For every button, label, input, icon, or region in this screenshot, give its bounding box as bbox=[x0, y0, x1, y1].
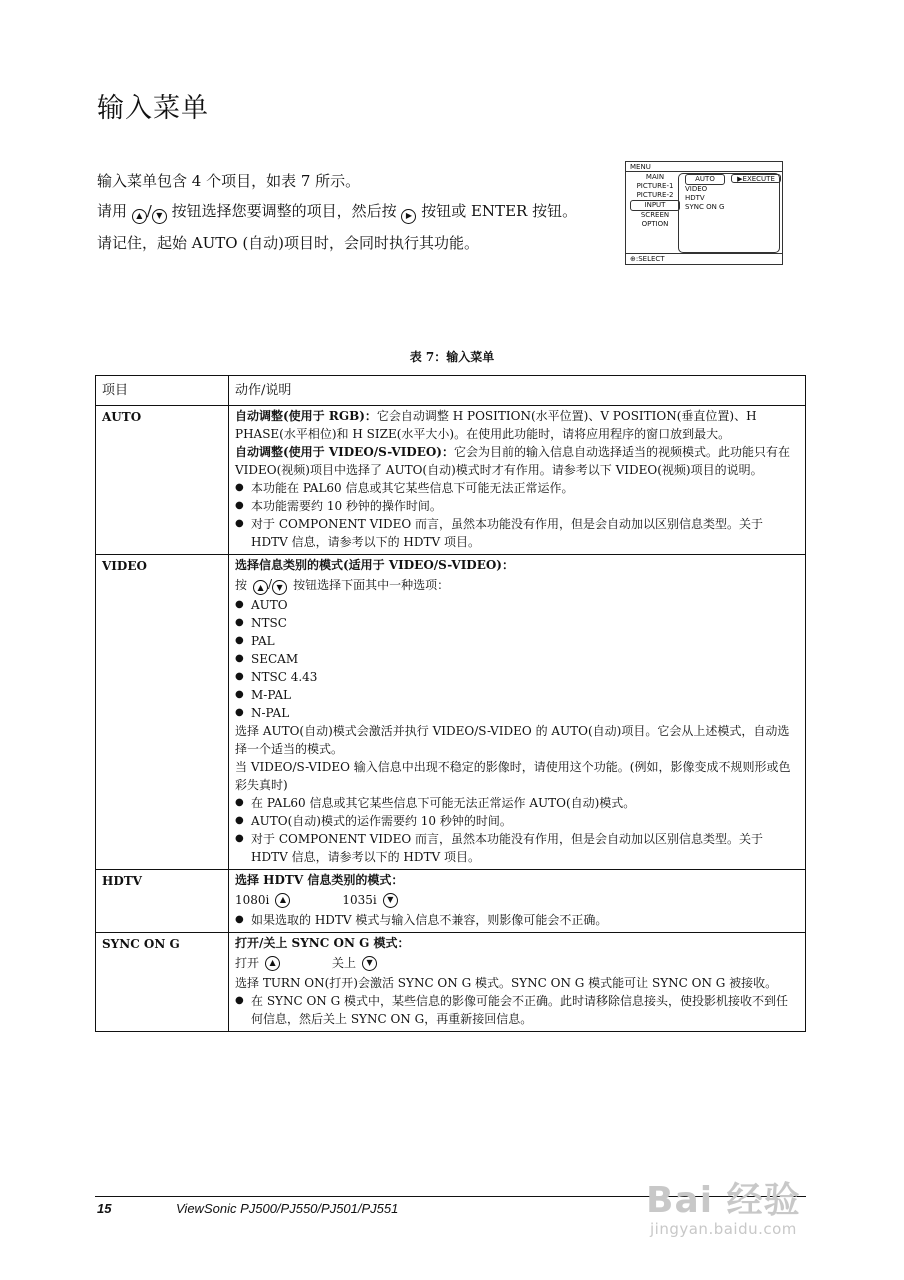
osd-item-option: OPTION bbox=[641, 220, 669, 228]
intro-p2-c: 按钮或 ENTER 按钮。 bbox=[421, 202, 578, 220]
sync-para: 选择 TURN ON(打开)会激活 SYNC ON G 模式。SYNC ON G 模式能可让 SYNC ON G 被接收。 bbox=[235, 976, 778, 990]
row-desc-hdtv bbox=[229, 870, 806, 933]
list-item: ● N-PAL bbox=[235, 704, 799, 722]
osd-submenu bbox=[685, 174, 725, 212]
sync-heading: 打开/关上 SYNC ON G 模式： bbox=[235, 936, 410, 950]
hdtv-heading: 选择 HDTV 信息类别的模式： bbox=[235, 873, 404, 887]
osd-execute bbox=[731, 174, 781, 183]
table-row bbox=[96, 406, 806, 555]
table-row bbox=[96, 555, 806, 870]
watermark-brand: Bai 经验 bbox=[646, 1180, 801, 1221]
auto-video-text: 它会为目前的输入信息自动选择适当的视频模式。此功能只有在 VIDEO(视频)项目中选择了 AUTO(自动)模式时才有作用。请参考以下 VIDEO(视频)项目的说明。 bbox=[235, 445, 791, 477]
osd-item-picture1: PICTURE-1 bbox=[636, 182, 674, 190]
list-item: ● 本功能在 PAL60 信息或其它某些信息下可能无法正常运作。 bbox=[235, 479, 799, 497]
row-desc-syncong bbox=[229, 933, 806, 1032]
video-para1: 选择 AUTO(自动)模式会激活并执行 VIDEO/S-VIDEO 的 AUTO(自动)项目。它会从上述模式，自动选择一个适当的模式。 bbox=[235, 724, 790, 756]
video-heading: 选择信息类别的模式(适用于 VIDEO/S-VIDEO)： bbox=[235, 558, 514, 572]
hdtv-opt1: 1080i bbox=[235, 893, 270, 907]
list-item: ● 本功能需要约 10 秒钟的操作时间。 bbox=[235, 497, 799, 515]
osd-sub-syncong: SYNC ON G bbox=[685, 203, 725, 211]
hdtv-options bbox=[235, 889, 799, 911]
col-header-action: 动作/说明 bbox=[229, 376, 806, 406]
video-press-a: 按 bbox=[235, 578, 248, 592]
osd-item-input: INPUT bbox=[630, 200, 680, 211]
up-arrow-icon: ▲ bbox=[275, 893, 290, 908]
osd-sub-video: VIDEO bbox=[685, 185, 708, 193]
list-item: ● 在 SYNC ON G 模式中，某些信息的影像可能会不正确。此时请移除信息接头，使投影机接收不到任何信息，然后关上 SYNC ON G，再重新接回信息。 bbox=[235, 992, 799, 1028]
col-header-item: 项目 bbox=[96, 376, 229, 406]
up-arrow-icon: ▲ bbox=[265, 956, 280, 971]
osd-submenu-panel bbox=[678, 173, 780, 253]
osd-menu-illustration bbox=[625, 161, 783, 265]
row-name-hdtv: HDTV bbox=[96, 870, 229, 933]
input-menu-table bbox=[95, 375, 806, 1032]
watermark-url: jingyan.baidu.com bbox=[650, 1220, 797, 1238]
video-press-b: 按钮选择下面其中一种选项： bbox=[293, 578, 450, 592]
page-title: 输入菜单 bbox=[97, 93, 209, 124]
row-name-syncong: SYNC ON G bbox=[96, 933, 229, 1032]
sync-opt1: 打开 bbox=[235, 956, 260, 970]
table-row bbox=[96, 933, 806, 1032]
row-desc-auto bbox=[229, 406, 806, 555]
video-options bbox=[235, 596, 799, 722]
list-item: ● PAL bbox=[235, 632, 799, 650]
table-row bbox=[96, 870, 806, 933]
osd-item-main: MAIN bbox=[645, 173, 665, 181]
list-item: ● SECAM bbox=[235, 650, 799, 668]
list-item: ● AUTO bbox=[235, 596, 799, 614]
list-item: ● 对于 COMPONENT VIDEO 而言，虽然本功能没有作用，但是会自动加以区别信息类型。关于 HDTV 信息，请参考以下的 HDTV 项目。 bbox=[235, 515, 799, 551]
osd-footer-label: :SELECT bbox=[635, 255, 665, 263]
list-item: ● AUTO(自动)模式的运作需要约 10 秒钟的时间。 bbox=[235, 812, 799, 830]
osd-header: MENU bbox=[626, 162, 782, 172]
intro-p2-a: 请用 bbox=[97, 202, 128, 220]
osd-item-picture2: PICTURE-2 bbox=[636, 191, 674, 199]
osd-main-menu bbox=[630, 173, 680, 229]
list-item: ● NTSC bbox=[235, 614, 799, 632]
auto-rgb-text: 它会自动调整 H POSITION(水平位置)、V POSITION(垂直位置)、H PHASE(水平相位)和 H SIZE(水平大小)。在使用此功能时，请将应用程序的窗口放到最大。 bbox=[235, 409, 757, 441]
auto-video bbox=[235, 443, 799, 479]
auto-bullets bbox=[235, 479, 799, 551]
page-number: 15 bbox=[97, 1201, 112, 1216]
down-arrow-icon: ▼ bbox=[362, 956, 377, 971]
sync-bullets bbox=[235, 992, 799, 1028]
down-arrow-icon: ▼ bbox=[383, 893, 398, 908]
play-icon: ▶ bbox=[737, 175, 743, 183]
row-name-auto: AUTO bbox=[96, 406, 229, 555]
auto-rgb-heading: 自动调整(使用于 RGB)： bbox=[235, 409, 377, 423]
intro-p2-b: 按钮选择您要调整的项目，然后按 bbox=[171, 202, 397, 220]
video-press-line: 按 ▲ / ▼ 按钮选择下面其中一种选项： bbox=[235, 574, 799, 596]
sync-options bbox=[235, 952, 799, 974]
hdtv-bullets bbox=[235, 911, 799, 929]
hdtv-opt2: 1035i bbox=[342, 893, 377, 907]
up-arrow-icon: ▲ bbox=[253, 580, 268, 595]
row-name-video: VIDEO bbox=[96, 555, 229, 870]
osd-sub-hdtv: HDTV bbox=[685, 194, 705, 202]
down-arrow-icon: ▼ bbox=[272, 580, 287, 595]
table-caption: 表 7：输入菜单 bbox=[409, 350, 495, 364]
sync-opt2: 关上 bbox=[332, 956, 357, 970]
list-item: ● 如果选取的 HDTV 模式与输入信息不兼容，则影像可能会不正确。 bbox=[235, 911, 799, 929]
baidu-watermark bbox=[646, 1160, 856, 1260]
osd-sub-auto: AUTO bbox=[685, 174, 725, 185]
down-arrow-icon: ▼ bbox=[152, 209, 167, 224]
list-item: ● M-PAL bbox=[235, 686, 799, 704]
list-item: ● 在 PAL60 信息或其它某些信息下可能无法正常运作 AUTO(自动)模式。 bbox=[235, 794, 799, 812]
right-arrow-icon: ▶ bbox=[401, 209, 416, 224]
table-header-row bbox=[96, 376, 806, 406]
video-para2: 当 VIDEO/S-VIDEO 输入信息中出现不稳定的影像时，请使用这个功能。(例如，影像变成不规则形或色彩失真时) bbox=[235, 760, 791, 792]
footer-model: ViewSonic PJ500/PJ550/PJ501/PJ551 bbox=[176, 1201, 399, 1216]
up-arrow-icon: ▲ bbox=[132, 209, 147, 224]
select-pad-icon: ⊕ bbox=[630, 255, 636, 263]
video-bullets bbox=[235, 794, 799, 866]
row-desc-video bbox=[229, 555, 806, 870]
intro-text bbox=[97, 170, 597, 262]
osd-item-screen: SCREEN bbox=[640, 211, 670, 219]
auto-rgb bbox=[235, 407, 799, 443]
intro-p3: 请记住，起始 AUTO (自动)项目时，会同时执行其功能。 bbox=[97, 233, 480, 252]
auto-video-heading: 自动调整(使用于 VIDEO/S-VIDEO)： bbox=[235, 445, 454, 459]
osd-execute-label: EXECUTE bbox=[742, 175, 775, 183]
osd-footer bbox=[626, 253, 782, 264]
list-item: ● NTSC 4.43 bbox=[235, 668, 799, 686]
intro-p1: 输入菜单包含 4 个项目，如表 7 所示。 bbox=[97, 172, 361, 190]
list-item: ● 对于 COMPONENT VIDEO 而言，虽然本功能没有作用，但是会自动加以区别信息类型。关于 HDTV 信息，请参考以下的 HDTV 项目。 bbox=[235, 830, 799, 866]
intro-p2: 请用 ▲ / ▼ 按钮选择您要调整的项目，然后按 ▶ 按钮或 ENTER 按钮。 bbox=[97, 200, 597, 224]
